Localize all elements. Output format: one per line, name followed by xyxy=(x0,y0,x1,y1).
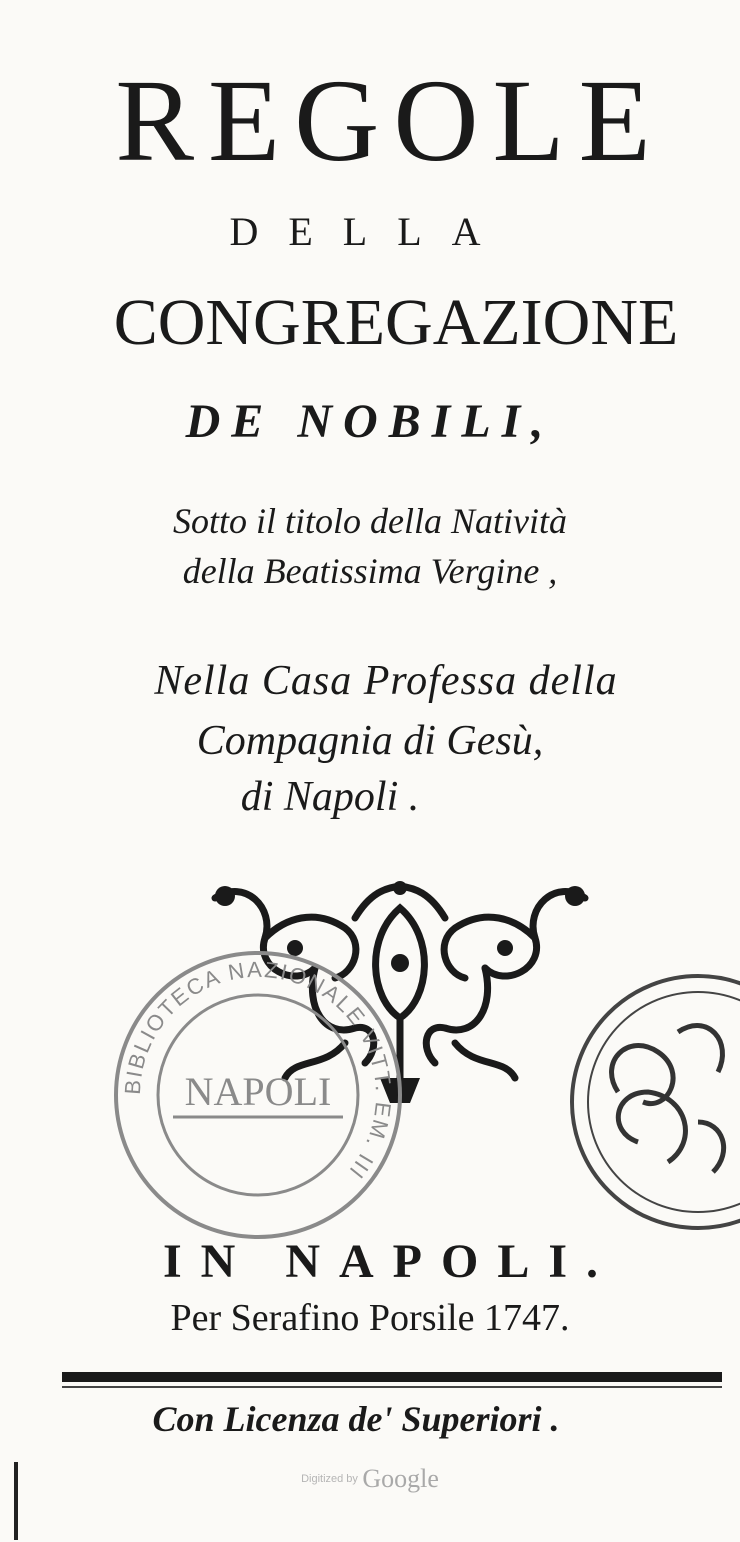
stamp-center-text: NAPOLI xyxy=(184,1069,332,1114)
page-edge-mark xyxy=(14,1462,18,1540)
title-congregazione: CONGREGAZIONE xyxy=(113,286,679,359)
stamp-ring-text: BIBLIOTECA NAZIONALE VITT. EM. III xyxy=(119,956,397,1185)
book-title: REGOLE xyxy=(115,55,665,186)
place-line-2: Compagnia di Gesù, xyxy=(196,718,544,764)
monogram-stamp-icon xyxy=(548,972,740,1232)
library-stamp-icon xyxy=(108,945,408,1245)
subtitle-line-1: Sotto il titolo della Natività xyxy=(173,501,567,541)
place-line-1: Nella Casa Professa della xyxy=(154,658,618,704)
subtitle-line-2: della Beatissima Vergine , xyxy=(182,551,558,591)
google-watermark xyxy=(0,1464,740,1494)
title-della: DELLA xyxy=(229,209,511,254)
watermark-prefix: Digitized by xyxy=(301,1473,358,1485)
imprint-printer: Per Serafino Porsile 1747. xyxy=(170,1297,570,1339)
divider-rule xyxy=(62,1372,722,1382)
title-de-nobili: DE NOBILI, xyxy=(185,395,555,448)
watermark-brand: Google xyxy=(362,1464,439,1493)
imprint-city: IN NAPOLI. xyxy=(162,1235,618,1288)
imprint-license: Con Licenza de' Superiori . xyxy=(152,1399,560,1439)
place-line-3: di Napoli . xyxy=(240,774,420,820)
divider-rule-thin xyxy=(62,1386,722,1388)
